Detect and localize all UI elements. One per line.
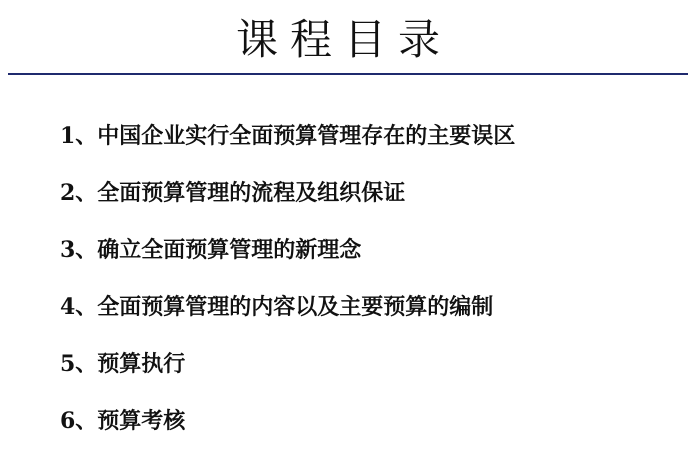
- title-divider: [8, 73, 688, 75]
- toc-item: 3、确立全面预算管理的新理念: [60, 237, 362, 263]
- toc-item: 2、全面预算管理的流程及组织保证: [60, 180, 406, 206]
- toc-item: 6、预算考核: [60, 408, 186, 434]
- table-of-contents: [60, 116, 670, 458]
- page-title: 课程目录: [235, 15, 452, 64]
- toc-item: 1、中国企业实行全面预算管理存在的主要误区: [60, 123, 516, 149]
- toc-item: 4、全面预算管理的内容以及主要预算的编制: [60, 294, 494, 320]
- toc-item: 5、预算执行: [60, 351, 186, 377]
